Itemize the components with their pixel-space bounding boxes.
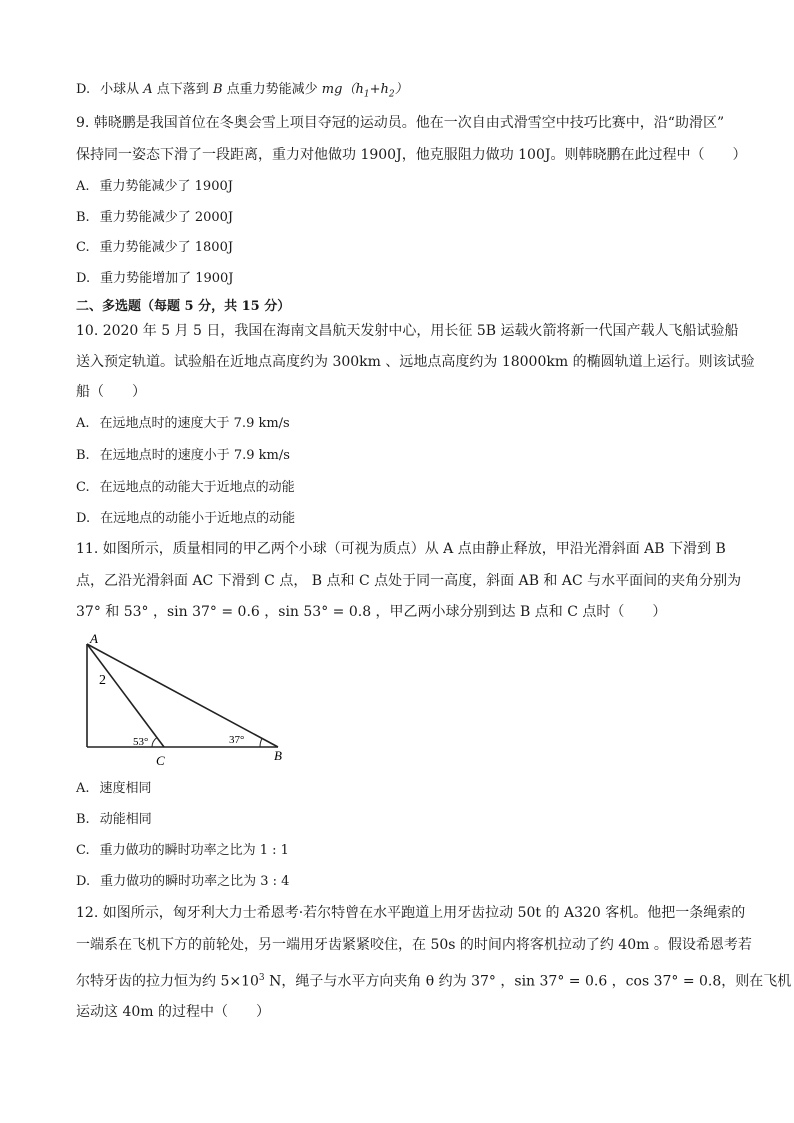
q11-stem-line1: 11. 如图所示，质量相同的甲乙两个小球（可视为质点）从 A 点由静止释放，甲沿光滑斜面 AB 下滑到 B — [76, 541, 726, 557]
q10-stem-line1: 10. 2020 年 5 月 5 日，我国在海南文昌航天发射中心，用长征 5B 运载火箭将新一代国产载人飞船试验船 — [76, 323, 739, 339]
q12-stem-line1: 12. 如图所示，匈牙利大力士希恩考·若尔特曾在水平跑道上用牙齿拉动 50t 的 A320 客机。他把一条绳索的 — [76, 905, 746, 921]
incline-diagram — [76, 632, 296, 772]
slope-ac — [87, 644, 164, 747]
option-text: 重力做功的瞬时功率之比为 3 : 4 — [100, 874, 290, 889]
option-letter: B. — [76, 812, 90, 827]
q10-option-d — [76, 509, 295, 529]
q9-option-d — [76, 269, 234, 289]
option-letter: B. — [76, 210, 90, 225]
point-a-label: A — [143, 82, 153, 97]
option-letter: D. — [76, 874, 91, 889]
option-text: 点下落到 — [156, 82, 209, 97]
option-letter: B. — [76, 448, 90, 463]
option-letter: A. — [76, 781, 90, 796]
option-letter: D. — [76, 511, 91, 526]
angle-arc-c — [152, 738, 157, 748]
q8-option-d — [76, 80, 408, 105]
label-a: A — [90, 632, 98, 646]
option-text: 在远地点时的速度大于 7.9 km/s — [99, 416, 290, 431]
option-text: 速度相同 — [99, 781, 152, 796]
q10-option-c — [76, 478, 295, 498]
formula-part: ） — [394, 82, 408, 97]
q11-option-c — [76, 841, 289, 861]
q9-option-a — [76, 177, 233, 197]
option-letter: A. — [76, 416, 90, 431]
handwritten-mark: 2 — [99, 673, 106, 688]
option-text: 重力势能增加了 1900J — [100, 271, 234, 286]
q9-stem-line1: 9. 韩晓鹏是我国首位在冬奥会雪上项目夺冠的运动员。他在一次自由式滑雪空中技巧比赛中，沿“助滑区” — [76, 115, 725, 131]
q11-option-d — [76, 872, 289, 892]
section-heading: 二、多选题（每题 5 分，共 15 分） — [76, 299, 291, 314]
slope-ab — [87, 644, 278, 747]
q12-line3-part1: 尔特牙齿的拉力恒为约 5×10 — [76, 973, 259, 990]
option-text: 重力势能减少了 1800J — [99, 240, 234, 255]
q11-stem-line3: 37° 和 53° ，sin 37° = 0.6 ，sin 53° = 0.8 ，甲乙两小球分别到达 B 点和 C 点时（ ） — [76, 604, 667, 620]
point-b-label: B — [212, 82, 223, 97]
formula-sub: 2 — [388, 89, 395, 100]
option-letter: C. — [76, 480, 90, 495]
angle-label-53: 53° — [133, 736, 149, 748]
option-text: 在远地点的动能大于近地点的动能 — [99, 480, 295, 495]
option-text: 重力做功的瞬时功率之比为 1 : 1 — [99, 843, 289, 858]
angle-label-37: 37° — [229, 734, 245, 746]
label-c: C — [156, 753, 165, 768]
label-b: B — [274, 748, 282, 763]
option-letter: C. — [76, 843, 90, 858]
option-text: 小球从 — [100, 82, 140, 97]
q12-stem-line3 — [76, 968, 791, 992]
option-letter: C. — [76, 240, 90, 255]
q12-stem-line2: 一端系在飞机下方的前轮处，另一端用牙齿紧紧咬住，在 50s 的时间内将客机拉动了约 40m 。假设希恩考若 — [76, 937, 752, 953]
option-text: 点重力势能减少 — [226, 82, 318, 97]
formula-part: mg（h — [321, 82, 364, 97]
q12-stem-line4: 运动这 40m 的过程中（ ） — [76, 1004, 270, 1020]
q11-option-b — [76, 810, 152, 830]
q9-stem-line2: 保持同一姿态下滑了一段距离，重力对他做功 1900J，他克服阻力做功 100J。则韩晓鹏在此过程中（ ） — [76, 147, 747, 163]
option-text: 重力势能减少了 1900J — [99, 179, 233, 194]
q12-line3-part2: N，绳子与水平方向夹角 θ 约为 37° ，sin 37° = 0.6 ，cos 37° = 0.8，则在飞机 — [264, 973, 792, 990]
option-letter: D. — [76, 82, 91, 97]
angle-arc-b — [260, 739, 262, 748]
option-text: 在远地点时的速度小于 7.9 km/s — [99, 448, 290, 463]
formula-sub: 1 — [363, 89, 370, 100]
option-letter: D. — [76, 271, 91, 286]
formula — [321, 82, 408, 100]
q11-option-a — [76, 779, 152, 799]
q11-stem-line2: 点，乙沿光滑斜面 AC 下滑到 C 点， B 点和 C 点处于同一高度，斜面 AB 和 AC 与水平面间的夹角分别为 — [76, 573, 742, 589]
q10-stem-line3: 船（ ） — [76, 384, 146, 400]
q9-option-b — [76, 208, 233, 228]
option-text: 重力势能减少了 2000J — [99, 210, 234, 225]
q10-option-a — [76, 414, 290, 434]
option-text: 动能相同 — [99, 812, 152, 827]
q12-exponent: 3 — [258, 973, 265, 983]
q10-stem-line2: 送入预定轨道。试验船在近地点高度约为 300km 、远地点高度约为 18000km 的椭圆轨道上运行。则该试验 — [76, 354, 755, 370]
option-text: 在远地点的动能小于近地点的动能 — [100, 511, 296, 526]
q10-option-b — [76, 446, 290, 466]
option-letter: A. — [76, 179, 90, 194]
q9-option-c — [76, 238, 233, 258]
formula-part: +h — [369, 82, 389, 97]
